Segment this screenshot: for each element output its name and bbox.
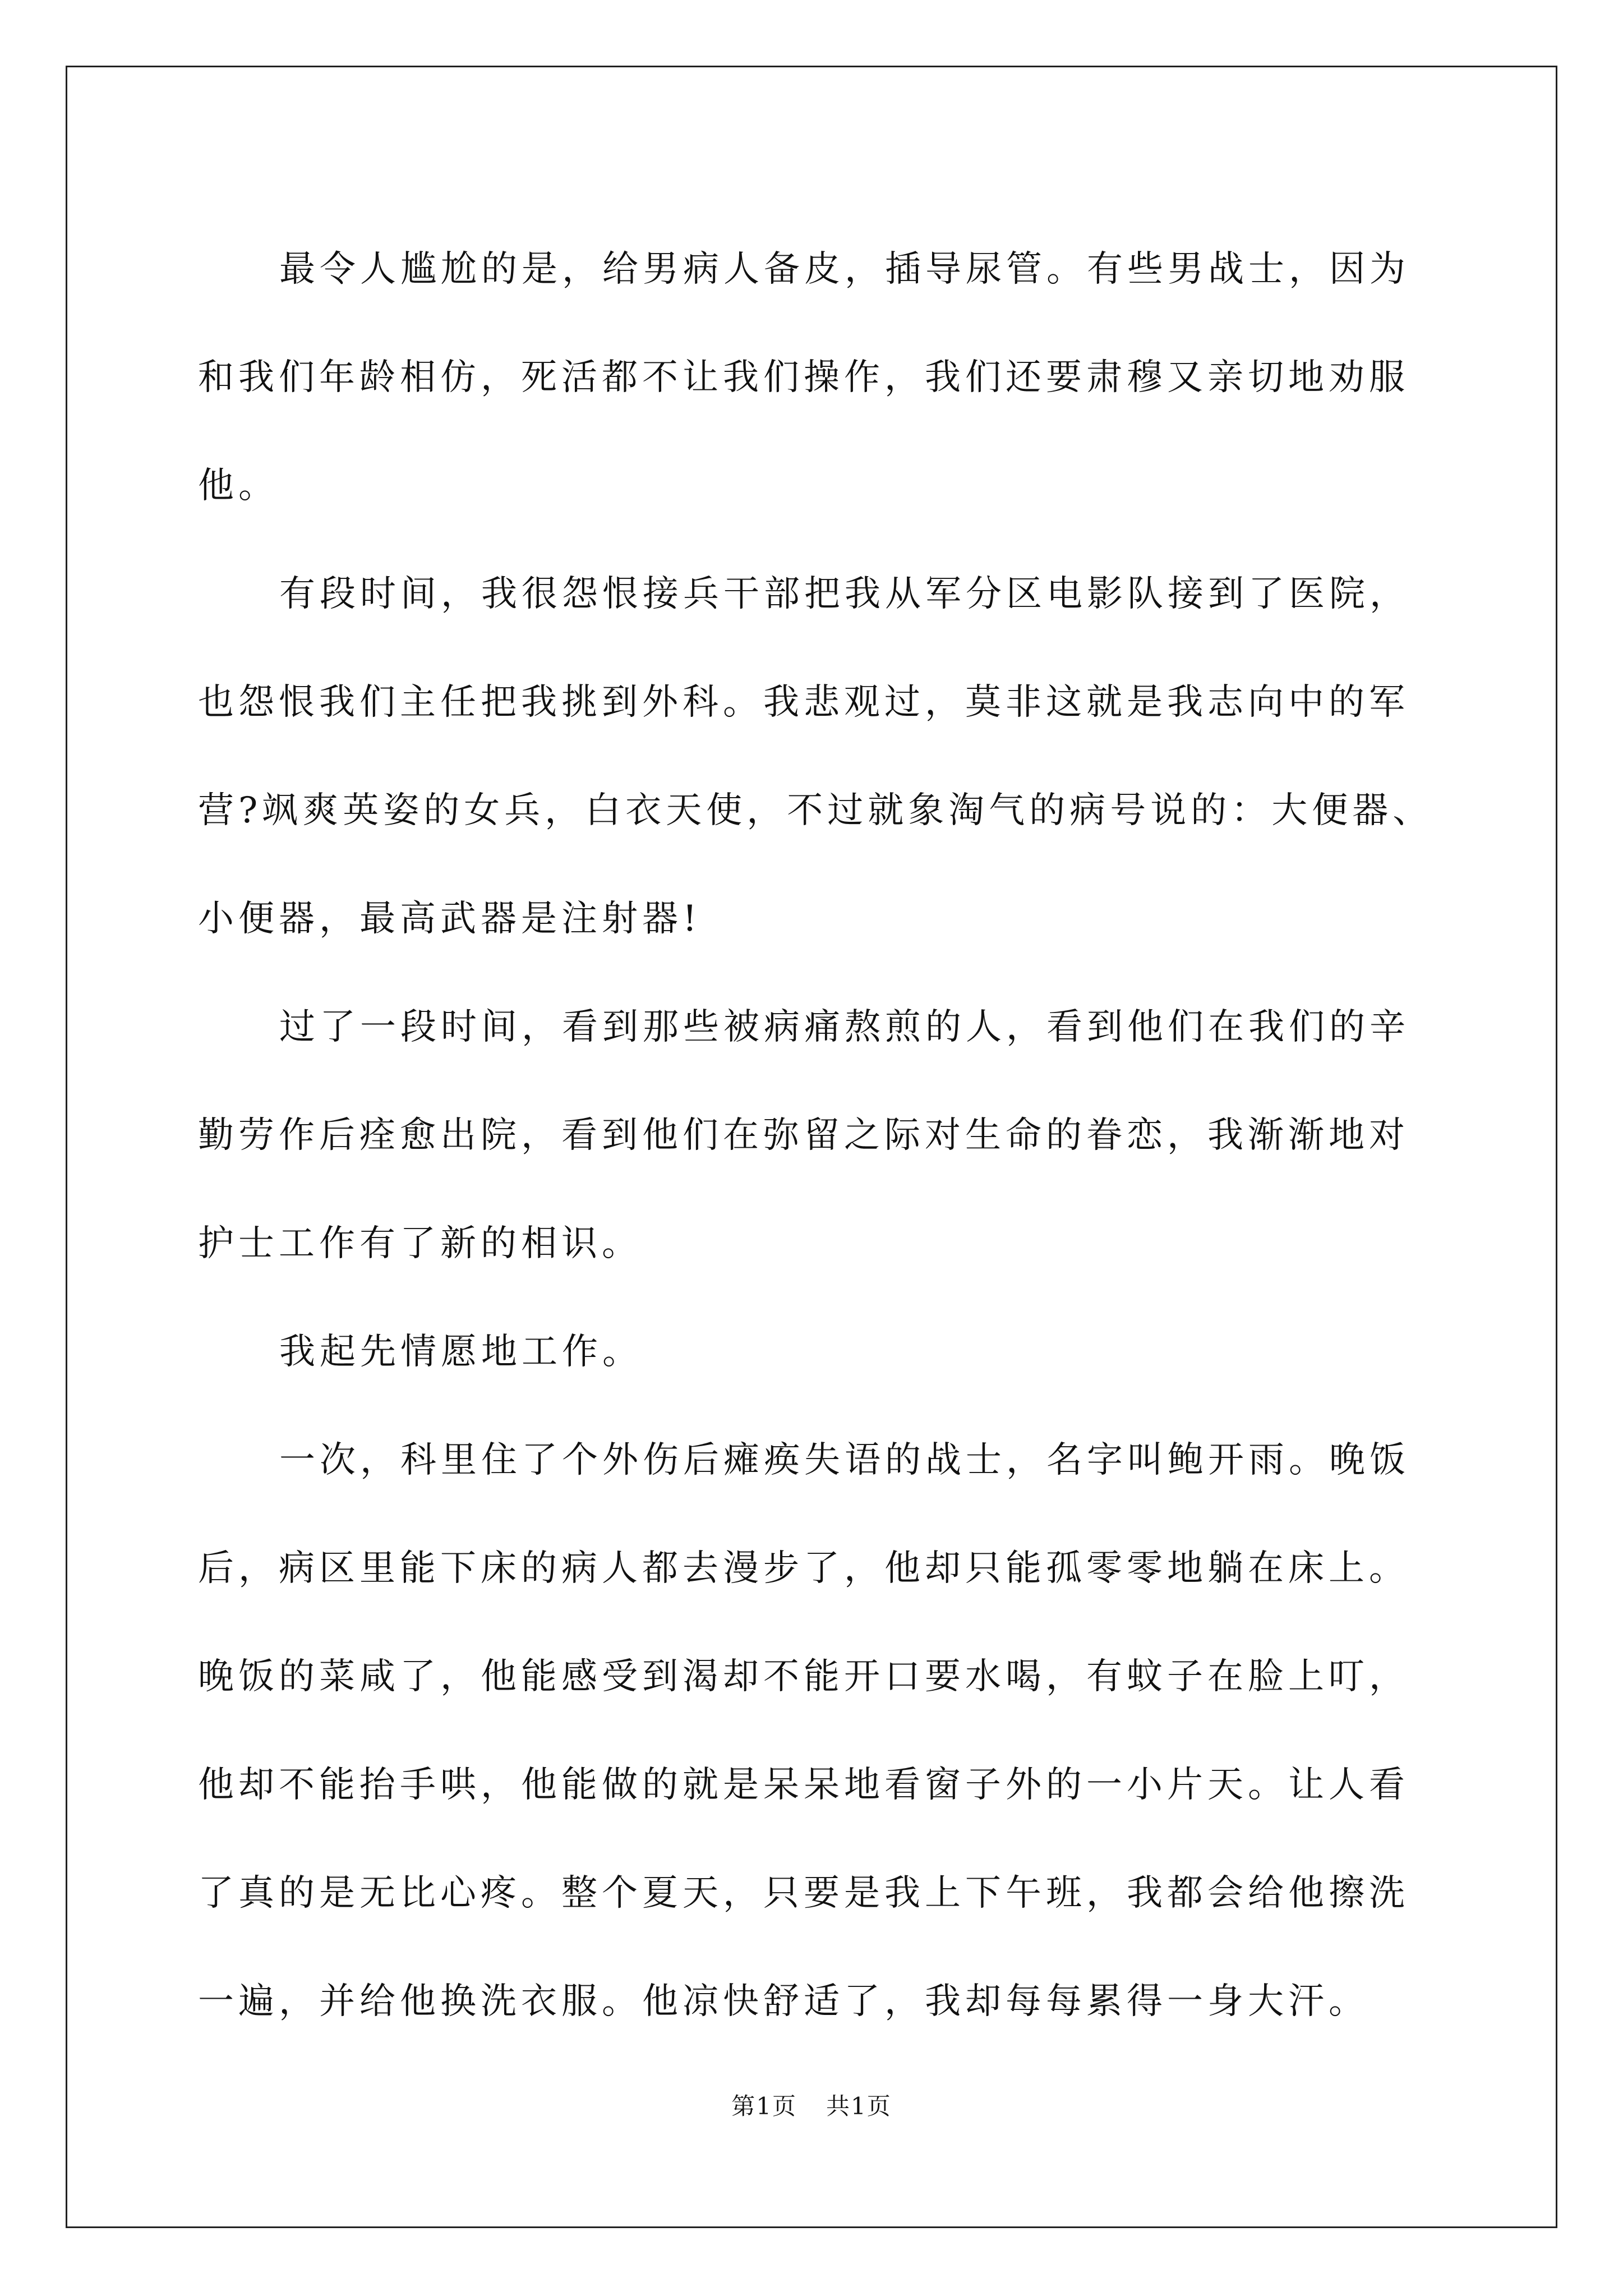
paragraph-1: 最令人尴尬的是，给男病人备皮，插导尿管。有些男战士，因为和我们年龄相仿，死活都不让我们操作，我们还要肃穆又亲切地劝服他。 bbox=[198, 249, 1410, 507]
paragraph-4: 我起先情愿地工作。 bbox=[279, 1331, 643, 1373]
paragraph-2: 有段时间，我很怨恨接兵干部把我从军分区电影队接到了医院，也怨恨我们主任把我挑到外科。我悲观过，莫非这就是我志向中的军营?飒爽英姿的女兵，白衣天使，不过就象淘气的病号说的：大便器、小便器，最高武器是注射器! bbox=[198, 573, 1433, 940]
paragraph-3: 过了一段时间，看到那些被病痛熬煎的人，看到他们在我们的辛勤劳作后痊愈出院，看到他们在弥留之际对生命的眷恋，我渐渐地对护士工作有了新的相识。 bbox=[198, 1006, 1410, 1264]
paragraph-5: 一次，科里住了个外伤后瘫痪失语的战士，名字叫鲍开雨。晚饭后，病区里能下床的病人都去漫步了，他却只能孤零零地躺在床上。晚饭的菜咸了，他能感受到渴却不能开口要水喝，有蚊子在脸上叮，他却不能抬手哄，他能做的就是呆呆地看窗子外的一小片天。让人看了真的是无比心疼。整个夏天，只要是我上下午班，我都会给他擦洗一遍，并给他换洗衣服。他凉快舒适了，我却每每累得一身大汗。 bbox=[198, 1439, 1410, 2022]
document-body bbox=[198, 215, 1449, 2056]
page-total: 共1页 bbox=[826, 2092, 892, 2120]
page-number: 第1页 bbox=[731, 2092, 797, 2120]
page-footer bbox=[0, 2088, 1623, 2122]
